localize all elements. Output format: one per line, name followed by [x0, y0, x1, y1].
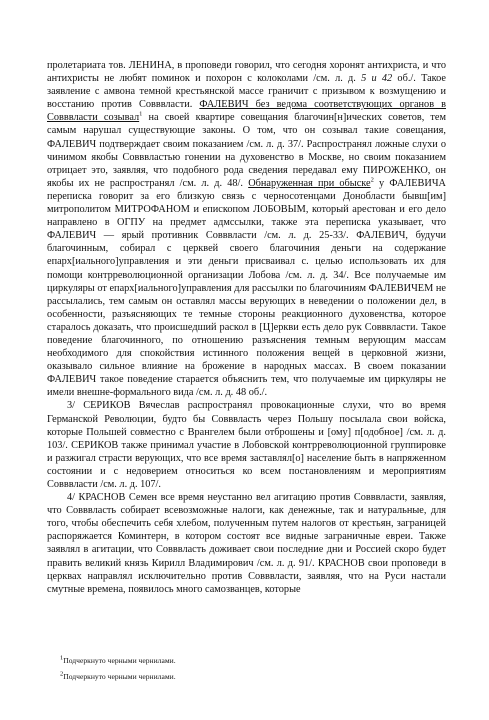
paragraph	[47, 59, 446, 399]
footnote-mark: 2	[370, 176, 374, 184]
paragraph	[47, 491, 446, 596]
footnote-text: Подчеркнуто черными чернилами.	[63, 671, 176, 681]
footnote-number: 2	[60, 669, 64, 677]
footnote-text: Подчеркнуто черными чернилами.	[63, 656, 176, 665]
text-run: 4/ КРАСНОВ Семен все время неустанно вел агитацию против Совввласти, заявляя, что Совввласть собирает всевозможные налоги, как денежные, так и натуральные, для того, чтобы обеспечить себя хлебом, полученным путем налогов от крестьян, заграницей распоряжается Коминтерн, в котором состоят все видные заграничные евреи. Также заявлял в агитации, что Совввласть доживает свои последние дни и Россией скоро будет править великий князь Кирилл Владимирович /см. л. д. 91/. КРАСНОВ свои проповеди в церквах направлял исключительно против Совввласти, заявляя, что на Руси настали смутные времена, появилось много самозванцев, которые	[47, 492, 446, 595]
footnote-mark: 1	[139, 110, 143, 118]
footnote-number: 1	[60, 654, 64, 662]
text-run: пролетариата тов. ЛЕНИНА, в проповеди говорил, что сегодня хоронят антихриста, и что антихристы не любят поминок и похорон с колоколами /см. л. д.	[47, 60, 446, 85]
document-body	[47, 59, 446, 596]
footnotes	[60, 653, 440, 684]
text-run: 3/ СЕРИКОВ Вячеслав распространял провокационные слухи, что во время Германской Революции, будто бы Совввласть через Польшу посылала свои войска, которые Польшей совместно с Врангелем были отброшены и [ому] п[одобное] /см. л. д. 103/. СЕРИКОВ также принимал участие в Лобовской контрреволюционной группировке и разжигал страсти верующих, что все время заставлял[о] население быть в напряженном состоянии и с недоверием относиться ко всем постановлениям и мероприятиям Совввласти /см. л. д. 107/.	[47, 400, 446, 490]
underlined-text: Обнаруженная при обыске	[248, 177, 371, 189]
text-run: на своей квартире совещания благочин[н]ических советов, тем самым нарушал существующие законы. О том, что он созывал такие совещания, ФАЛЕВИЧ подтверждает своим показанием /см. л. д. 37/. Распространял ложные слухи о чинимом якобы Совввластью гонении на духовенство в Москве, но своим показанием отрицает это, заявляя, что подобного рода сведения передавал ему ПИРОЖЕНКО, он якобы их не распространял /см. л. д. 48/.	[47, 112, 446, 189]
text-run: у ФАЛЕВИЧА переписка говорит за его близкую связь с черносотенцами Донобласти бывш[им] митрополитом МИТРОФАНОМ и епископом ЛОБОВЫМ, который арестован и его дело направлено в ОГПУ на предмет адмссылки, также эта переписка указывает, что ФАЛЕВИЧ — ярый противник Совввласти /см. л. д. 25-33/. ФАЛЕВИЧ, будучи благочинным, собирал с церквей своего благочиния деньги на содержание епарх[иального]управления и эти деньги присваивал с. целью использовать их для помощи контрреволюционной организации Лобова /см. л. д. 34/. Все получаемые им циркуляры от епарх[иального]управления для рассылки по благочиниям ФАЛЕВИЧЕМ не рассылались, тем самым он оставлял массы верующих в неведении о положении дел, в особенности, разъясняющих те темные стороны реакционного духовенства, которое старалось доказать, что происшедший раскол в [Ц]еркви есть дело рук Совввласти. Такое поведение благочинного, по отношению разъяснения темным верующим массам необходимого для спокойствия истинного положения вещей в церковной жизни, оказывало сильное влияние на брожение в народных массах. В своем показании ФАЛЕВИЧ такое поведение старается объяснить тем, что получаемые им циркуляры не имели внешне-формального вида /см. л. д. 48 об./.	[47, 177, 446, 399]
paragraph	[47, 399, 446, 491]
underlined-text: ФАЛЕВИЧ без ведома соответствующих органов в Совввласти созывал	[47, 99, 446, 124]
italic-text: 5 и 42	[361, 73, 393, 85]
footnote	[60, 669, 440, 685]
footnote	[60, 653, 440, 669]
text-run: об./. Такое заявление с амвона темной крестьянской массе граничит с призывом к возмущению и восстанию против Совввласти.	[47, 73, 446, 111]
